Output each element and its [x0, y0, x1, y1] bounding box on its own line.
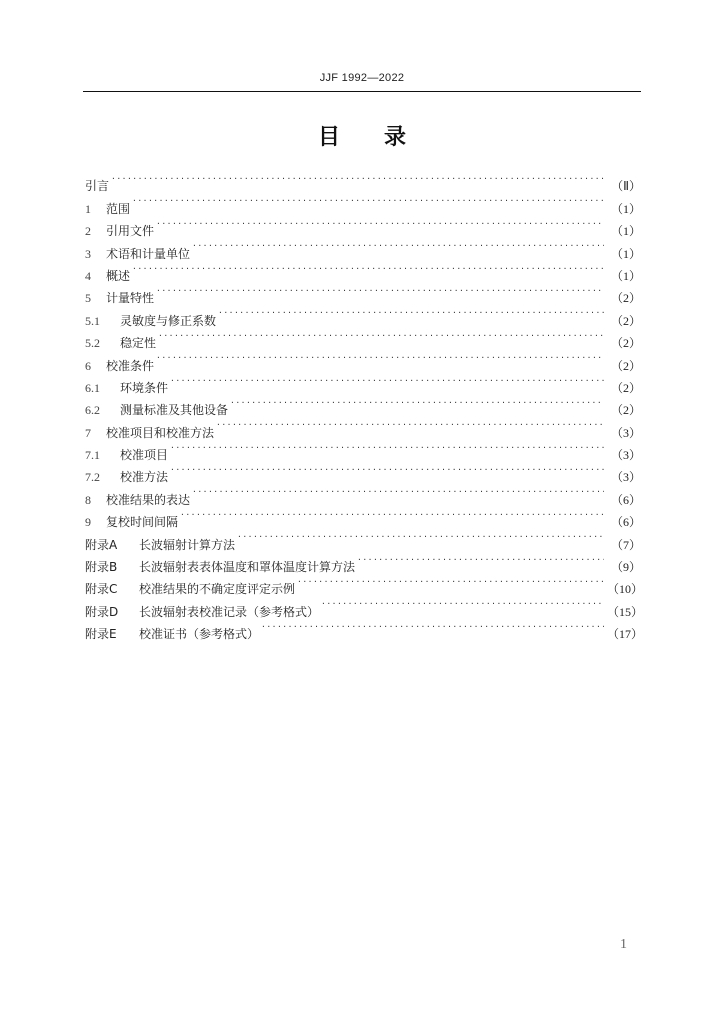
toc-entry-5[interactable] — [85, 280, 641, 306]
toc-entry-number: 4 — [85, 268, 91, 283]
toc-entry-page: （1） — [610, 246, 641, 261]
toc-entry-label: 校准条件 — [106, 358, 155, 373]
toc-entry-label: 校准结果的不确定度评定示例 — [139, 582, 296, 597]
toc-entry-page: （2） — [610, 313, 641, 328]
toc-leader-dots — [237, 526, 604, 548]
toc-entry-label: 校准项目 — [120, 448, 169, 463]
toc-entry-label: 灵敏度与修正系数 — [120, 313, 217, 328]
toc-entry-page: （3） — [610, 425, 641, 440]
toc-leader-dots — [111, 168, 604, 190]
title-char-left: 目 — [317, 125, 340, 150]
toc-entry-page: （2） — [610, 403, 641, 418]
toc-entry-label: 校准结果的表达 — [106, 492, 191, 507]
toc-entry-page: （3） — [610, 470, 641, 485]
toc-leader-dots — [156, 280, 604, 302]
page-number: 1 — [620, 937, 627, 952]
toc-leader-dots — [132, 190, 604, 212]
toc-entry-label: 长波辐射计算方法 — [139, 537, 236, 552]
toc-leader-dots — [297, 571, 604, 593]
toc-entry-page: （2） — [610, 291, 641, 306]
toc-entry-1[interactable] — [85, 190, 641, 216]
toc-leader-dots — [156, 213, 604, 235]
header-divider — [83, 91, 641, 92]
toc-leader-dots — [321, 593, 604, 615]
toc-leader-dots — [170, 459, 604, 481]
toc-leader-dots — [132, 258, 604, 280]
toc-entry-number: 3 — [85, 246, 91, 261]
toc-entry-label: 概述 — [106, 268, 131, 283]
toc-entry-number: 5.2 — [85, 336, 100, 351]
toc-entry-page: （2） — [610, 358, 641, 373]
toc-entry-page: （2） — [610, 380, 641, 395]
toc-entry-number: 2 — [85, 224, 91, 239]
toc-entry-label: 校准方法 — [120, 470, 169, 485]
toc-entry-6-1[interactable] — [85, 370, 641, 395]
toc-leader-dots — [192, 235, 604, 257]
toc-entry-label: 校准证书（参考格式） — [139, 627, 260, 642]
toc-leader-dots — [180, 504, 604, 526]
toc-entry-label: 引言 — [85, 179, 110, 194]
toc-entry-page: （3） — [610, 448, 641, 463]
toc-leader-dots — [158, 325, 604, 347]
toc-entry-number: 6.2 — [85, 403, 100, 418]
toc-entry-label: 长波辐射表表体温度和罩体温度计算方法 — [139, 560, 356, 575]
toc-entry-label: 测量标准及其他设备 — [120, 403, 229, 418]
toc-entry-label: 范围 — [106, 201, 131, 216]
toc-leader-dots — [357, 549, 604, 571]
toc-entry-number: 6.1 — [85, 380, 100, 395]
toc-entry-label: 计量特性 — [106, 291, 155, 306]
toc-entry-5-2[interactable] — [85, 325, 641, 351]
toc-entry-page: （6） — [610, 515, 641, 530]
toc-entry-number: 附录E — [85, 627, 117, 642]
toc-entry-page: （10） — [607, 582, 644, 597]
toc-entry-number: 附录A — [85, 537, 118, 552]
toc-entry-foreword[interactable] — [85, 168, 641, 194]
toc-entry-number: 5 — [85, 291, 91, 306]
toc-leader-dots — [170, 437, 604, 459]
toc-entry-page: （9） — [610, 560, 641, 575]
title-char-right: 录 — [384, 125, 407, 150]
toc-leader-dots — [230, 392, 604, 414]
toc-entry-number: 附录D — [85, 604, 119, 619]
page-title — [0, 120, 724, 151]
toc-entry-number: 5.1 — [85, 313, 100, 328]
toc-entry-number: 1 — [85, 201, 91, 216]
toc-entry-label: 校准项目和校准方法 — [106, 425, 215, 440]
toc-entry-page: （7） — [610, 537, 641, 552]
toc-entry-label: 复校时间间隔 — [106, 515, 179, 530]
toc-entry-page: （Ⅱ） — [611, 179, 641, 194]
toc-entry-page: （1） — [610, 268, 641, 283]
document-code: JJF 1992—2022 — [319, 72, 405, 84]
toc-entry-label: 稳定性 — [120, 336, 157, 351]
toc-leader-dots — [192, 481, 604, 503]
toc-leader-dots — [216, 414, 604, 436]
toc-entry-number: 8 — [85, 492, 91, 507]
toc-entry-number: 7 — [85, 425, 91, 440]
toc-entry-page: （6） — [610, 492, 641, 507]
toc-leader-dots — [218, 302, 604, 324]
toc-entry-number: 7.1 — [85, 448, 100, 463]
toc-entry-label: 长波辐射表校准记录（参考格式） — [139, 604, 320, 619]
toc-leader-dots — [261, 616, 604, 638]
toc-entry-page: （1） — [610, 201, 641, 216]
toc-entry-number: 附录C — [85, 582, 118, 597]
toc-entry-page: （1） — [610, 224, 641, 239]
toc-entry-6[interactable] — [85, 347, 641, 373]
toc-entry-label: 环境条件 — [120, 380, 169, 395]
toc-entry-number: 7.2 — [85, 470, 100, 485]
toc-entry-number: 9 — [85, 515, 91, 530]
toc-leader-dots — [156, 347, 604, 369]
toc-entry-4[interactable] — [85, 258, 641, 283]
toc-entry-label: 术语和计量单位 — [106, 246, 191, 261]
toc-entry-page: （17） — [607, 627, 644, 642]
toc-leader-dots — [170, 370, 604, 392]
toc-entry-2[interactable] — [85, 213, 641, 239]
toc-entry-number: 6 — [85, 358, 91, 373]
toc-entry-5-1[interactable] — [85, 302, 641, 328]
toc-entry-number: 附录B — [85, 560, 118, 575]
toc-entry-label: 引用文件 — [106, 224, 155, 239]
toc-entry-3[interactable] — [85, 235, 641, 261]
table-of-contents — [85, 168, 644, 642]
toc-entry-page: （15） — [607, 604, 644, 619]
toc-entry-page: （2） — [610, 336, 641, 351]
